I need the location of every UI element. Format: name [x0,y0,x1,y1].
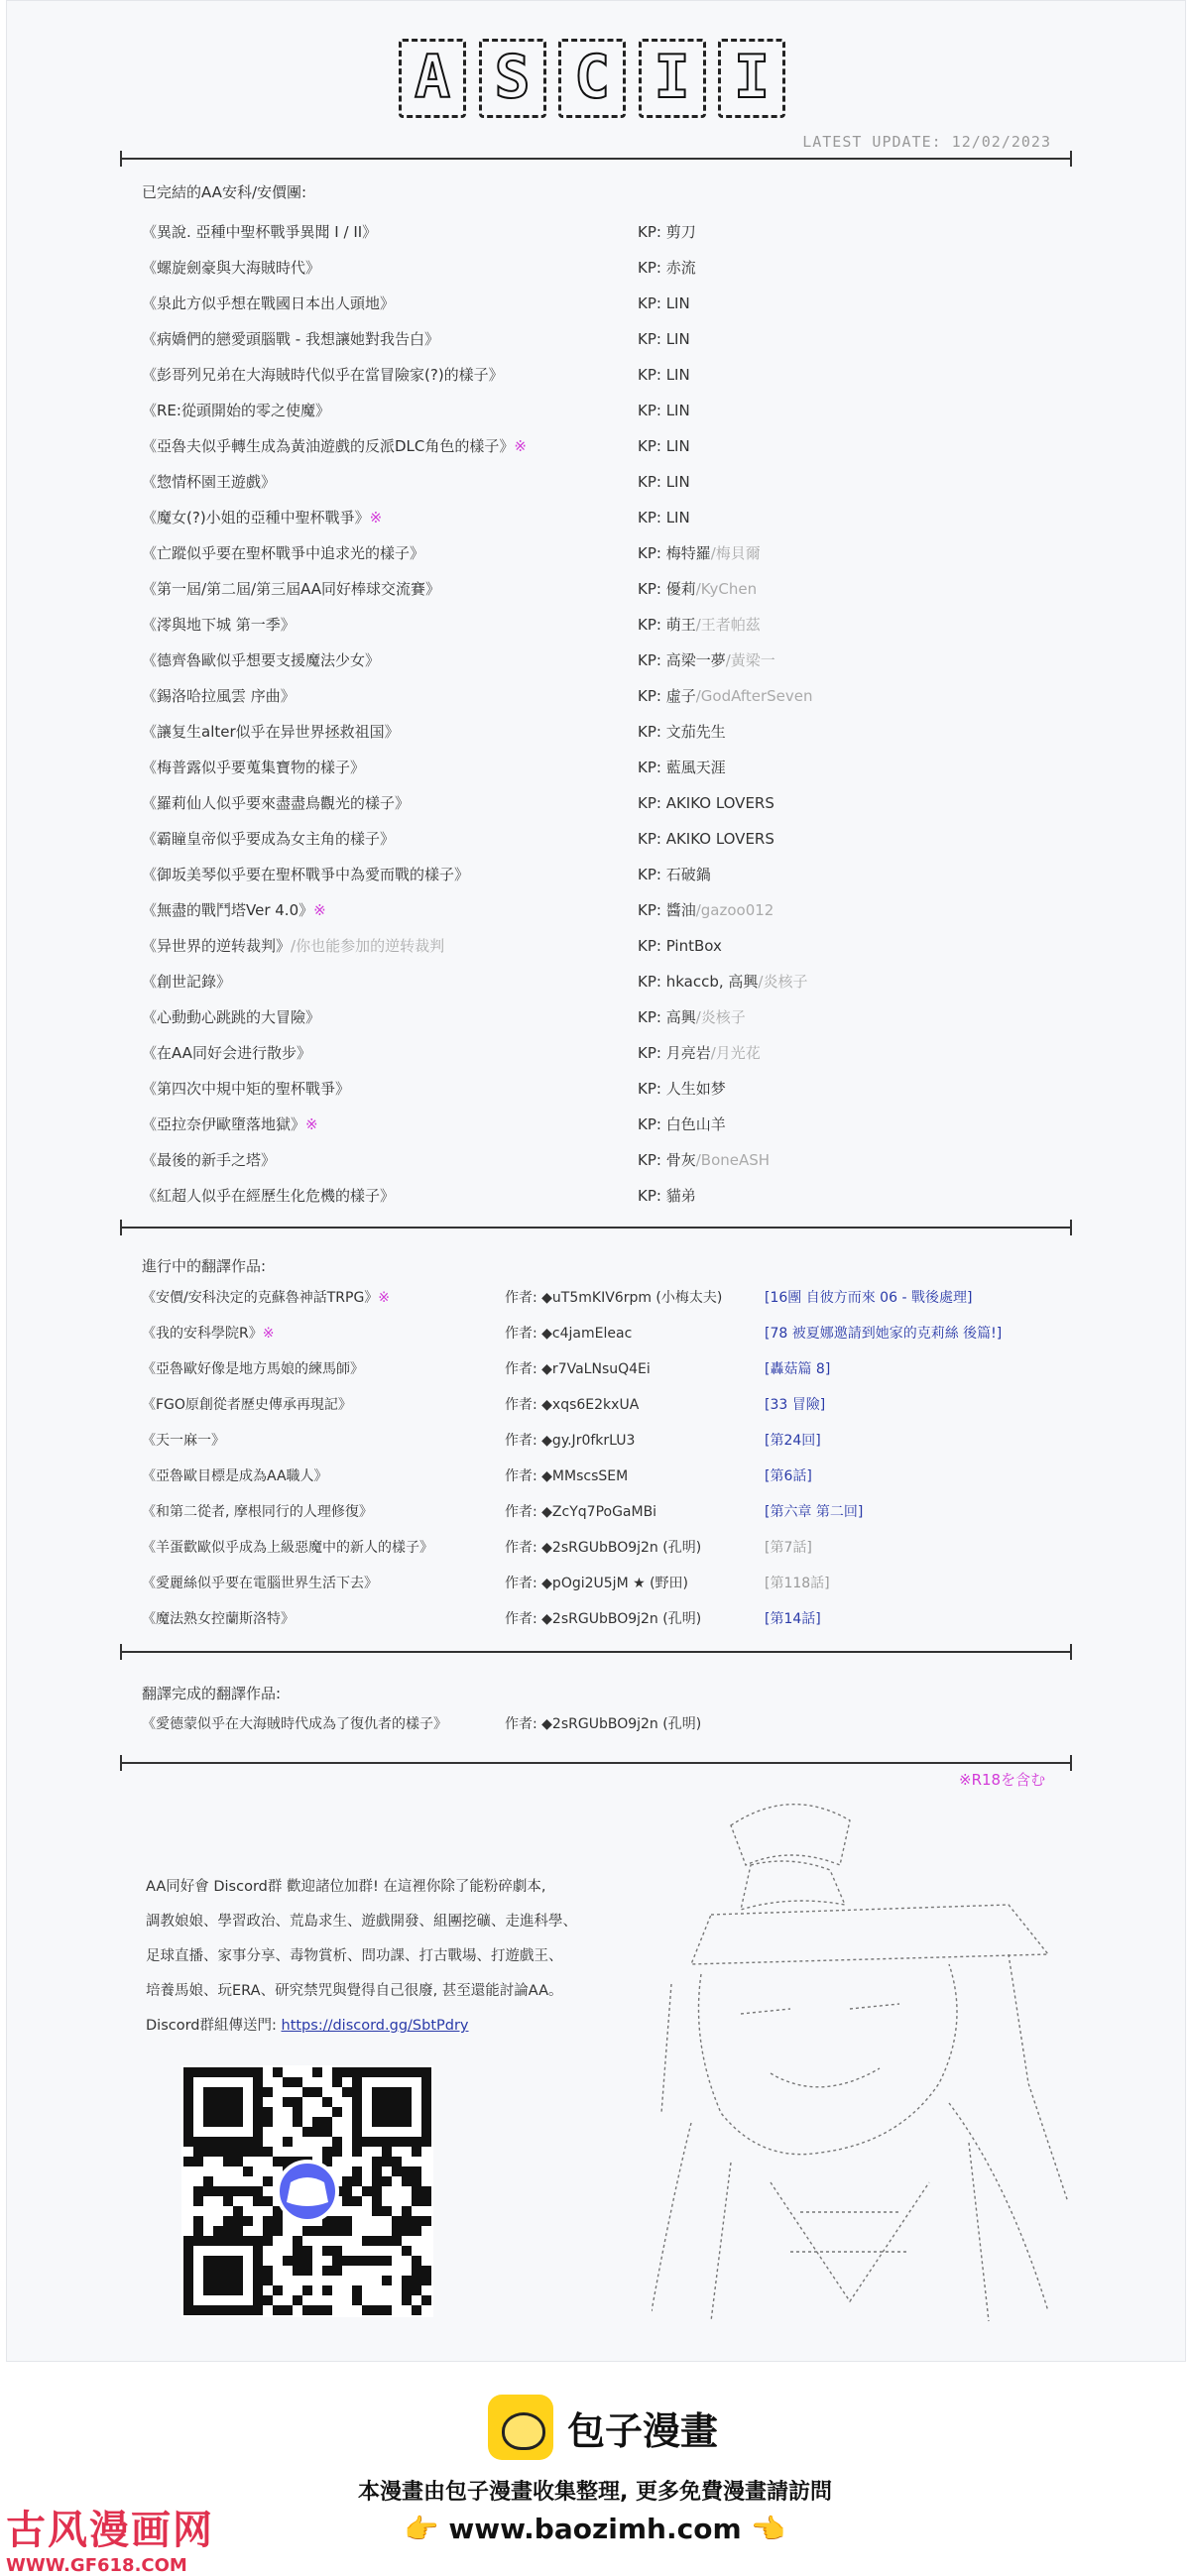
work-title: 《异世界的逆转裁判》/你也能参加的逆转裁判 [142,937,445,955]
author: 作者: ◆2sRGUbBO9j2n (孔明) [505,1611,702,1627]
discord-line: 培養馬娘、玩ERA、研究禁咒與覺得自己很廢, 甚至還能討論AA。 [146,1983,563,1999]
list-item [142,928,1034,964]
kp-credit: KP: LIN [638,366,690,384]
work-title: 《無盡的戰鬥塔Ver 4.0》※ [142,901,326,919]
divider [120,158,1072,160]
kp-credit: KP: 虛子/GodAfterSeven [638,687,813,705]
author: 作者: ◆uT5mKIV6rpm (小梅太夫) [505,1290,723,1306]
kp-credit: KP: LIN [638,509,690,527]
work-title: 《亞魯歐目標是成為AA職人》 [142,1468,328,1484]
kp-credit: KP: 萌王/王者帕茲 [638,616,761,634]
chapter-link[interactable]: [第24回] [765,1433,821,1449]
work-title: 《御坂美琴似乎要在聖杯戰爭中為愛而戰的樣子》 [142,866,470,883]
brand-logo [488,2395,718,2460]
ongoing-list [142,1280,1094,1637]
work-title: 《我的安科學院R》※ [142,1326,275,1342]
work-title: 《梅普露似乎要蒐集寶物的樣子》 [142,759,366,776]
author: 作者: ◆2sRGUbBO9j2n (孔明) [505,1540,702,1556]
list-item [142,1530,1094,1566]
list-item [142,785,1034,821]
kp-credit: KP: 骨灰/BoneASH [638,1151,771,1169]
kp-credit: KP: 藍風天涯 [638,759,726,776]
kp-credit: KP: LIN [638,473,690,491]
kp-credit: KP: hkaccb, 高興/炎核子 [638,973,808,991]
list-item [142,821,1034,857]
work-title: 《FGO原創從者歷史傳承再現記》 [142,1397,352,1413]
author: 作者: ◆gy.Jr0fkrLU3 [505,1433,636,1449]
kp-credit: KP: 文茄先生 [638,723,726,741]
list-item [142,1142,1034,1178]
list-item [142,357,1034,393]
list-item [142,571,1034,607]
logo-letter: C [558,39,626,118]
discord-line: AA同好會 Discord群 歡迎諸位加群! 在這裡你除了能粉碎劇本, [146,1879,546,1895]
work-title: 《第一屆/第二屆/第三屆AA同好棒球交流賽》 [142,580,441,598]
chapter-link[interactable]: [第6話] [765,1468,812,1484]
r18-mark: ※ [369,509,383,527]
kp-credit: KP: LIN [638,437,690,455]
finished-list [142,1706,1094,1742]
list-item [142,643,1034,678]
author: 作者: ◆MMscsSEM [505,1468,629,1484]
work-title: 《惣情杯園王遊戲》 [142,473,277,491]
chapter-link[interactable]: [第六章 第二回] [765,1504,864,1520]
r18-note: ※R18を含む [959,1771,1046,1789]
completed-title: 已完結的AA安科/安價團: [142,183,307,201]
author: 作者: ◆ZcYq7PoGaMBi [505,1504,657,1520]
list-item [142,1178,1034,1214]
qr-code [181,2065,433,2317]
kp-credit: KP: 人生如梦 [638,1080,726,1098]
list-item [142,892,1034,928]
work-title: 《彭哥列兄弟在大海賊時代似乎在當冒險家(?)的樣子》 [142,366,504,384]
discord-line: 足球直播、家事分享、毒物賞析、問功課、打古戰場、打遊戲王、 [146,1948,563,1964]
list-item [142,1706,1094,1742]
list-item [142,214,1034,250]
work-title: 《創世記錄》 [142,973,232,991]
list-item [142,1280,1094,1316]
list-item [142,321,1034,357]
author: 作者: ◆xqs6E2kxUA [505,1397,640,1413]
list-item [142,1566,1094,1601]
work-title: 《亞拉奈伊歐墮落地獄》※ [142,1115,318,1133]
kp-credit: KP: 高興/炎核子 [638,1008,746,1026]
list-item [142,714,1034,750]
kp-credit: KP: 梅特羅/梅貝爾 [638,544,761,562]
work-title: 《愛麗絲似乎要在電腦世界生活下去》 [142,1576,378,1591]
watermark [6,2499,214,2576]
work-title: 《亡蹤似乎要在聖杯戰爭中追求光的樣子》 [142,544,425,562]
work-title: 《魔法熟女控蘭斯洛特》 [142,1611,295,1627]
list-item [142,1107,1034,1142]
discord-line: 調教娘娘、學習政治、荒島求生、遊戲開發、組團挖礦、走進科學、 [146,1914,577,1930]
work-title: 《羅莉仙人似乎要來盡盡鳥觀光的樣子》 [142,794,411,812]
list-item [142,750,1034,785]
r18-mark: ※ [313,901,326,919]
logo-letter: I [639,39,706,118]
chapter-link[interactable]: [33 冒險] [765,1397,826,1413]
work-title: 《心動動心跳跳的大冒險》 [142,1008,321,1026]
kp-credit: KP: AKIKO LOVERS [638,830,774,848]
work-title: 《亞魯夫似乎轉生成為黃油遊戲的反派DLC角色的樣子》※ [142,437,527,455]
author: 作者: ◆c4jamEleac [505,1326,633,1342]
work-title: 《泉此方似乎想在戰國日本出人頭地》 [142,294,396,312]
kp-credit: KP: AKIKO LOVERS [638,794,774,812]
author: 作者: ◆r7VaLNsuQ4Ei [505,1361,651,1377]
kp-credit: KP: 高梁一夢/黃梁一 [638,651,775,669]
ongoing-title: 進行中的翻譯作品: [142,1257,267,1275]
work-title: 《愛德蒙似乎在大海賊時代成為了復仇者的樣子》 [142,1716,447,1732]
work-title: 《RE:從頭開始的零之使魔》 [142,402,330,419]
list-item [142,250,1034,286]
work-title: 《霸瞳皇帝似乎要成為女主角的樣子》 [142,830,396,848]
chapter-link[interactable]: [第118話] [765,1576,830,1591]
chapter-link[interactable]: [78 被夏娜邀請到她家的克莉絲 後篇!] [765,1326,1003,1342]
work-title: 《讓复生alter似乎在异世界拯救祖国》 [142,723,400,741]
work-title: 《第四次中規中矩的聖杯戰爭》 [142,1080,351,1098]
list-item [142,1459,1094,1494]
list-item [142,286,1034,321]
footer-url[interactable]: www.baozimh.com [448,2513,742,2545]
list-item [142,464,1034,500]
list-item [142,1071,1034,1107]
watermark-url: WWW.GF618.COM [6,2555,187,2576]
kp-credit: KP: 剪刀 [638,223,696,241]
author: 作者: ◆pOgi2U5jM ★ (野田) [505,1576,689,1591]
finished-title: 翻譯完成的翻譯作品: [142,1685,282,1702]
work-title: 《德齊魯歐似乎想要支援魔法少女》 [142,651,381,669]
list-item [142,1387,1094,1423]
brand-name: 包子漫畫 [567,2408,719,2453]
work-title: 《安價/安科決定的克蘇魯神話TRPG》※ [142,1290,391,1306]
kp-credit: KP: PintBox [638,937,722,955]
kp-credit: KP: 白色山羊 [638,1115,726,1133]
divider [120,1227,1072,1229]
kp-credit: KP: 月亮岩/月光花 [638,1044,761,1062]
logo-letter: S [479,39,546,118]
ascii-art-figure [652,1786,1098,2341]
list-item [142,678,1034,714]
work-title: 《螺旋劍豪與大海賊時代》 [142,259,321,277]
divider [120,1762,1072,1764]
work-title: 《澪與地下城 第一季》 [142,616,296,634]
kp-credit: KP: 醬油/gazoo012 [638,901,774,919]
pointing-left-icon: 👈 [751,2513,786,2545]
list-item [142,1316,1094,1351]
kp-credit: KP: LIN [638,294,690,312]
chapter-link[interactable]: [第7話] [765,1540,812,1556]
list-item [142,999,1034,1035]
list-item [142,1351,1094,1387]
kp-credit: KP: 貓弟 [638,1187,696,1205]
list-item [142,535,1034,571]
work-title: 《和第二從者, 摩根同行的人理修復》 [142,1504,373,1520]
work-title: 《紅超人似乎在經歷生化危機的樣子》 [142,1187,396,1205]
logo-letter: I [718,39,785,118]
work-title: 《異說. 亞種中聖杯戰爭異聞 I / II》 [142,223,378,241]
r18-mark: ※ [514,437,527,455]
kp-credit: KP: LIN [638,330,690,348]
list-item [142,1423,1094,1459]
work-title: 《魔女(?)小姐的亞種中聖杯戰爭》※ [142,509,383,527]
content-sheet [6,0,1186,2362]
list-item [142,607,1034,643]
update-date: LATEST UPDATE: 12/02/2023 [802,133,1051,151]
divider [120,1651,1072,1653]
list-item [142,1035,1034,1071]
kp-credit: KP: 赤流 [638,259,696,277]
r18-mark: ※ [378,1290,391,1306]
kp-credit: KP: LIN [638,402,690,419]
watermark-title: 古风漫画网 [6,2508,214,2553]
work-subtitle: /你也能参加的逆转裁判 [291,937,445,955]
pointing-right-icon: 👉 [404,2513,439,2545]
list-item [142,1601,1094,1637]
work-title: 《最後的新手之塔》 [142,1151,277,1169]
work-title: 《羊蛋歡歐似乎成為上級惡魔中的新人的樣子》 [142,1540,433,1556]
list-item [142,857,1034,892]
kp-credit: KP: 石破鍋 [638,866,711,883]
chapter-link[interactable]: [16團 自彼方而來 06 - 戰後處理] [765,1290,973,1306]
r18-mark: ※ [305,1115,318,1133]
work-title: 《病嬌們的戀愛頭腦戰 - 我想讓她對我告白》 [142,330,439,348]
list-item [142,1494,1094,1530]
discord-link-row [146,2009,642,2044]
completed-list [142,214,1034,1214]
list-item [142,393,1034,428]
footer-notice: 本漫畫由包子漫畫收集整理, 更多免費漫畫請訪問 [357,2480,833,2505]
ascii-logo [399,39,785,116]
logo-letter: A [399,39,466,118]
work-title: 《錫洛哈拉風雲 序曲》 [142,687,296,705]
r18-mark: ※ [262,1326,275,1342]
discord-link[interactable]: https://discord.gg/SbtPdry [281,2018,469,2034]
discord-info [146,1870,642,2044]
work-title: 《天一麻一》 [142,1433,225,1449]
list-item [142,428,1034,464]
work-title: 《在AA同好会进行散步》 [142,1044,311,1062]
author: 作者: ◆2sRGUbBO9j2n (孔明) [505,1716,702,1732]
discord-link-label: Discord群組傳送門: [146,2018,282,2034]
chapter-link[interactable]: [轟菇篇 8] [765,1361,831,1377]
bun-icon [488,2395,553,2460]
list-item [142,964,1034,999]
chapter-link[interactable]: [第14話] [765,1611,821,1627]
work-title: 《亞魯歐好像是地方馬娘的練馬師》 [142,1361,364,1377]
list-item [142,500,1034,535]
kp-credit: KP: 優莉/KyChen [638,580,758,598]
